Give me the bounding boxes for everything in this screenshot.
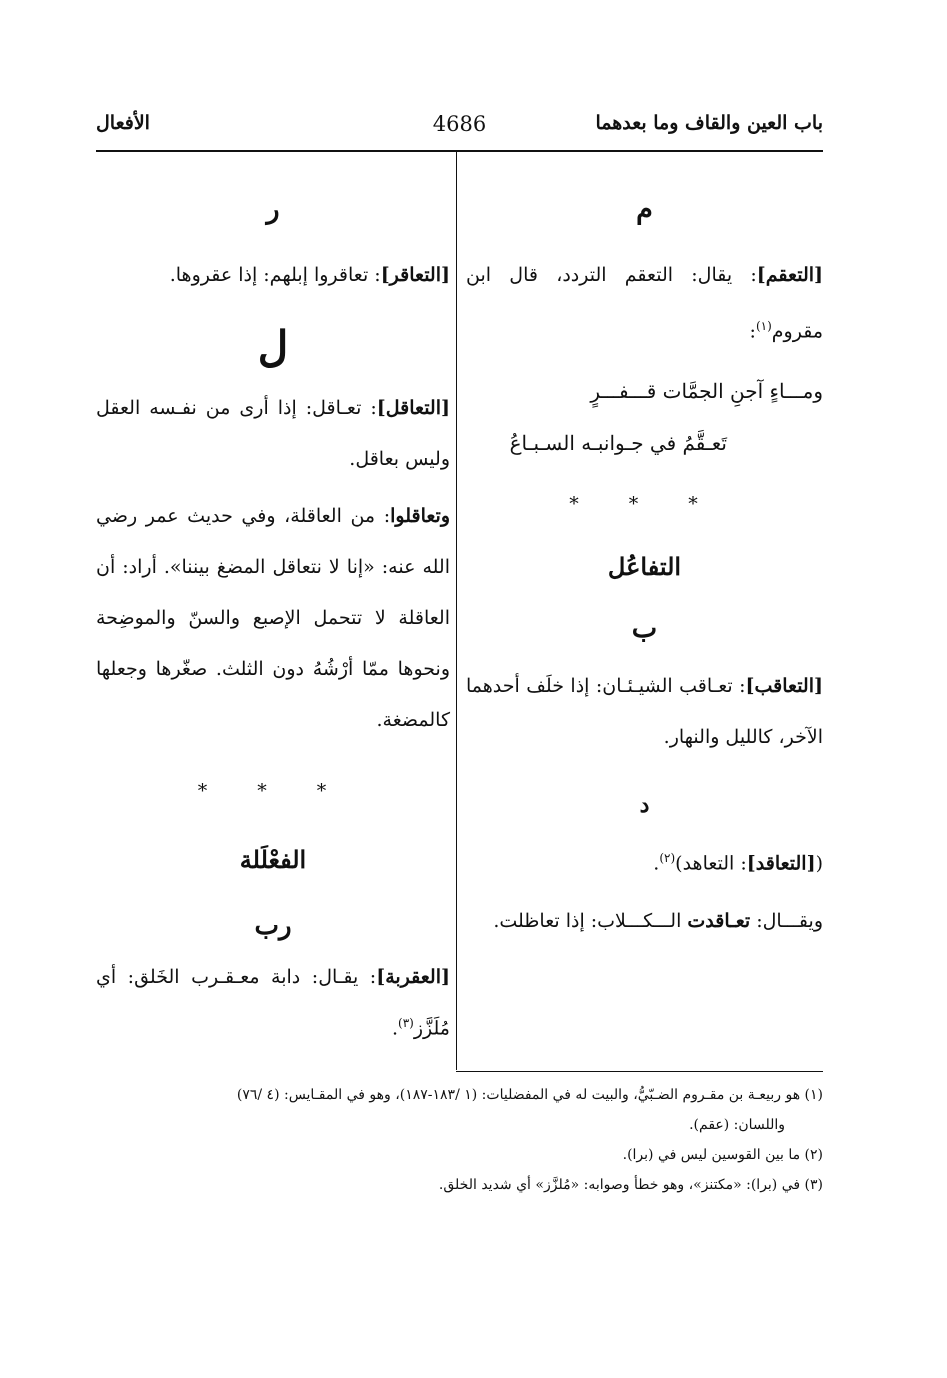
entry-text: : يقـال: دابة معـقـرب الخَلق: أي مُلَزَّز bbox=[96, 966, 450, 1040]
entry-text: الـــكـــلاب: إذا تعاظلت. bbox=[493, 909, 682, 932]
footnote-1: (١) هو ربيعـة بن مقـروم الضـبّيُّ، والبيت له في المفضليات: (١ /١٨٣-١٨٧)، وهو في المقـايس: (٤ /٧٦) bbox=[236, 1087, 823, 1103]
section-separator: * * * bbox=[569, 493, 720, 516]
entry-text: : تعـاقل: إذا أرى من نفـسه العقل وليس بعاقل. bbox=[96, 397, 450, 470]
footnote-ref: (١) bbox=[755, 319, 772, 333]
verse-line-2: تَعـقَّمُ في جـوانبـه السـبـاعُ bbox=[509, 431, 727, 456]
header-rule bbox=[96, 150, 823, 152]
column-divider bbox=[456, 152, 457, 1070]
letter-heading-b: ب bbox=[631, 613, 658, 645]
footnote-3: (٣) في (برا): «مكتنز»، وهو خطأ وصوابه: «مُلزَّز» أي شديد الخلق. bbox=[438, 1177, 823, 1193]
entry-text: : تعاقروا إبلهم: إذا عقروها. bbox=[169, 264, 381, 286]
left-column bbox=[96, 188, 450, 1051]
footnote-1-continued: واللسان: (عقم). bbox=[689, 1117, 785, 1133]
section-heading: الأفعال bbox=[96, 112, 150, 134]
entry-text: : من العاقلة، وفي حديث عمر رضي الله عنه: «إنا لا نتعاقل المضغ بيننا». أراد: أن العاقلة لا تتحمل الإصبع والسنّ والموضِحة ونحوها ممّا أرْشُهُ دون الثلث. صغّرها وجعلها كالمضغة. bbox=[96, 505, 450, 731]
letter-heading-d: د bbox=[639, 792, 650, 819]
entry-term: تعـاقدت bbox=[687, 909, 751, 932]
entry-term: وتعاقلوا bbox=[390, 505, 450, 527]
entry-ta3aqur bbox=[96, 250, 450, 301]
letter-heading-r: ر bbox=[266, 194, 280, 225]
section-separator: * * * bbox=[197, 780, 349, 802]
page-number: 4686 bbox=[432, 112, 487, 136]
section-title-tafa3ul: التفاعُل bbox=[607, 552, 682, 582]
letter-heading-l: ل bbox=[257, 322, 289, 371]
entry-ta3aqul bbox=[96, 383, 450, 485]
entry-term: [التعاقد] bbox=[746, 852, 816, 875]
entry-ta3aqqum: [التعقم]: يقال: التعقم التردد، قال ابن مقروم$^{(١)}$: bbox=[466, 264, 823, 343]
chapter-title: باب العين والقاف وما بعدهما bbox=[595, 112, 823, 134]
entry-term: [العقربة] bbox=[376, 966, 450, 988]
entry-ta3aqud: ([التعاقد]: التعاهد)$^{(٢)}$. bbox=[653, 851, 823, 875]
footnote-ref: (٢) bbox=[659, 851, 676, 866]
entry-text: : تعـاقب الشيـئـان: إذا خلَف أحدهما الآخر، كالليل والنهار. bbox=[466, 675, 823, 749]
footnote-2: (٢) ما بين القوسين ليس في (برا). bbox=[622, 1147, 823, 1163]
verse-line-1: ومـــاءٍ آجنِ الجمَّات قـــفـــرٍ bbox=[590, 379, 823, 404]
footnote-rule bbox=[456, 1071, 823, 1072]
section-title-fa3lala: الفعْلَلة bbox=[239, 845, 307, 874]
entry-ta3aqalu bbox=[96, 491, 450, 746]
entry-term: [التعقم] bbox=[756, 264, 823, 286]
entry-text: : يقال: التعقم التردد، قال ابن مقروم bbox=[466, 264, 823, 343]
entry-term: [التعاقل] bbox=[376, 397, 450, 419]
right-column bbox=[466, 188, 823, 947]
page-header bbox=[96, 112, 823, 144]
footnotes bbox=[92, 1080, 823, 1200]
footnote-ref: (٣) bbox=[398, 1016, 414, 1030]
entry-kilab: ويقـــال: تعـاقدت الـــكـــلاب: إذا تعاظلت. bbox=[493, 909, 823, 932]
entry-term: [التعاقب] bbox=[745, 675, 823, 698]
entry-ta3aqub bbox=[466, 661, 823, 763]
entry-term: [التعاقر] bbox=[380, 264, 450, 286]
letter-heading-rb: رب bbox=[254, 911, 292, 941]
entry-3aqraba: [العقربة]: يقـال: دابة معـقـرب الخَلق: أي مُلَزَّز$^{(٣)}$. bbox=[96, 966, 450, 1040]
letter-heading-m: م bbox=[636, 194, 653, 225]
entry-text: : التعاهد) bbox=[675, 852, 747, 875]
